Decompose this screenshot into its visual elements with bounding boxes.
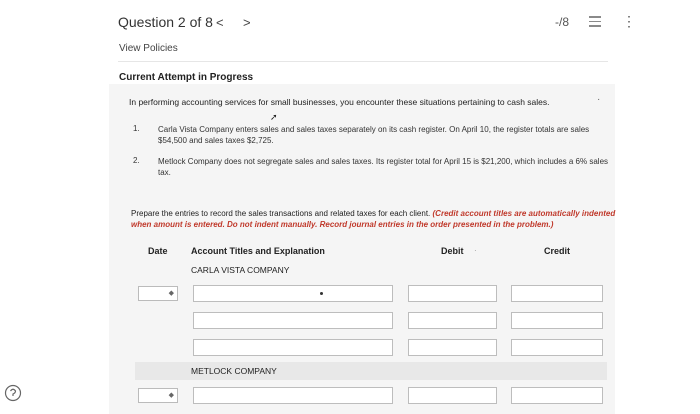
item-text: Carla Vista Company enters sales and sales taxes separately on its cash register. On April 10, the register totals are sales $54,500 and sales taxes $2,725. [158,125,590,145]
debit-input[interactable] [408,285,497,302]
item-text: Metlock Company does not segregate sales and sales taxes. Its register total for April 15 is $21,200, which includes a 6% sales tax. [158,157,609,177]
credit-input[interactable] [511,285,603,302]
account-title-input[interactable] [193,312,393,329]
column-header-date: Date [148,246,168,256]
top-bar [0,0,700,50]
intro-dot: · [597,94,601,105]
dot-mark [320,292,323,295]
column-header-debit: Debit [441,246,464,256]
credit-input[interactable] [511,387,603,404]
score-display: -/8 [555,15,570,29]
debit-input[interactable] [408,312,497,329]
question-title: Question 2 of 8 [118,14,213,30]
company-label: CARLA VISTA COMPANY [191,265,290,275]
column-header-credit: Credit [544,246,571,256]
attempt-status: Current Attempt in Progress [119,72,254,83]
divider [118,61,608,62]
mouse-cursor-icon: ➚ [270,112,278,122]
date-select[interactable] [138,286,178,301]
account-title-input[interactable] [193,285,393,302]
question-list-icon[interactable] [589,16,601,27]
previous-question-button[interactable]: < [216,15,224,30]
problem-intro: In performing accounting services for small businesses, you encounter these situations pertaining to cash sales. [129,97,550,107]
next-question-button[interactable]: > [243,15,251,30]
view-policies-link[interactable]: View Policies [119,43,178,54]
more-options-icon[interactable]: ⋮ [622,13,636,29]
account-title-input[interactable] [193,339,393,356]
company-label: METLOCK COMPANY [191,366,277,376]
item-number: 2. [133,156,140,165]
credit-input[interactable] [511,312,603,329]
date-select[interactable] [138,388,178,403]
help-icon[interactable] [4,384,22,402]
debit-input[interactable] [408,339,497,356]
column-header-account: Account Titles and Explanation [191,246,325,256]
account-title-input[interactable] [193,387,393,404]
credit-input[interactable] [511,339,603,356]
header-dot: · [474,246,477,255]
select-arrow-icon: ◆ [168,392,174,399]
instructions: Prepare the entries to record the sales transactions and related taxes for each client. (Credit account titles are automatically indented when amount is entered. Do not indent manually. Record journal entries in the order presented in the problem.) [131,209,616,229]
debit-input[interactable] [408,387,497,404]
select-arrow-icon: ◆ [168,290,174,297]
item-number: 1. [133,124,140,133]
